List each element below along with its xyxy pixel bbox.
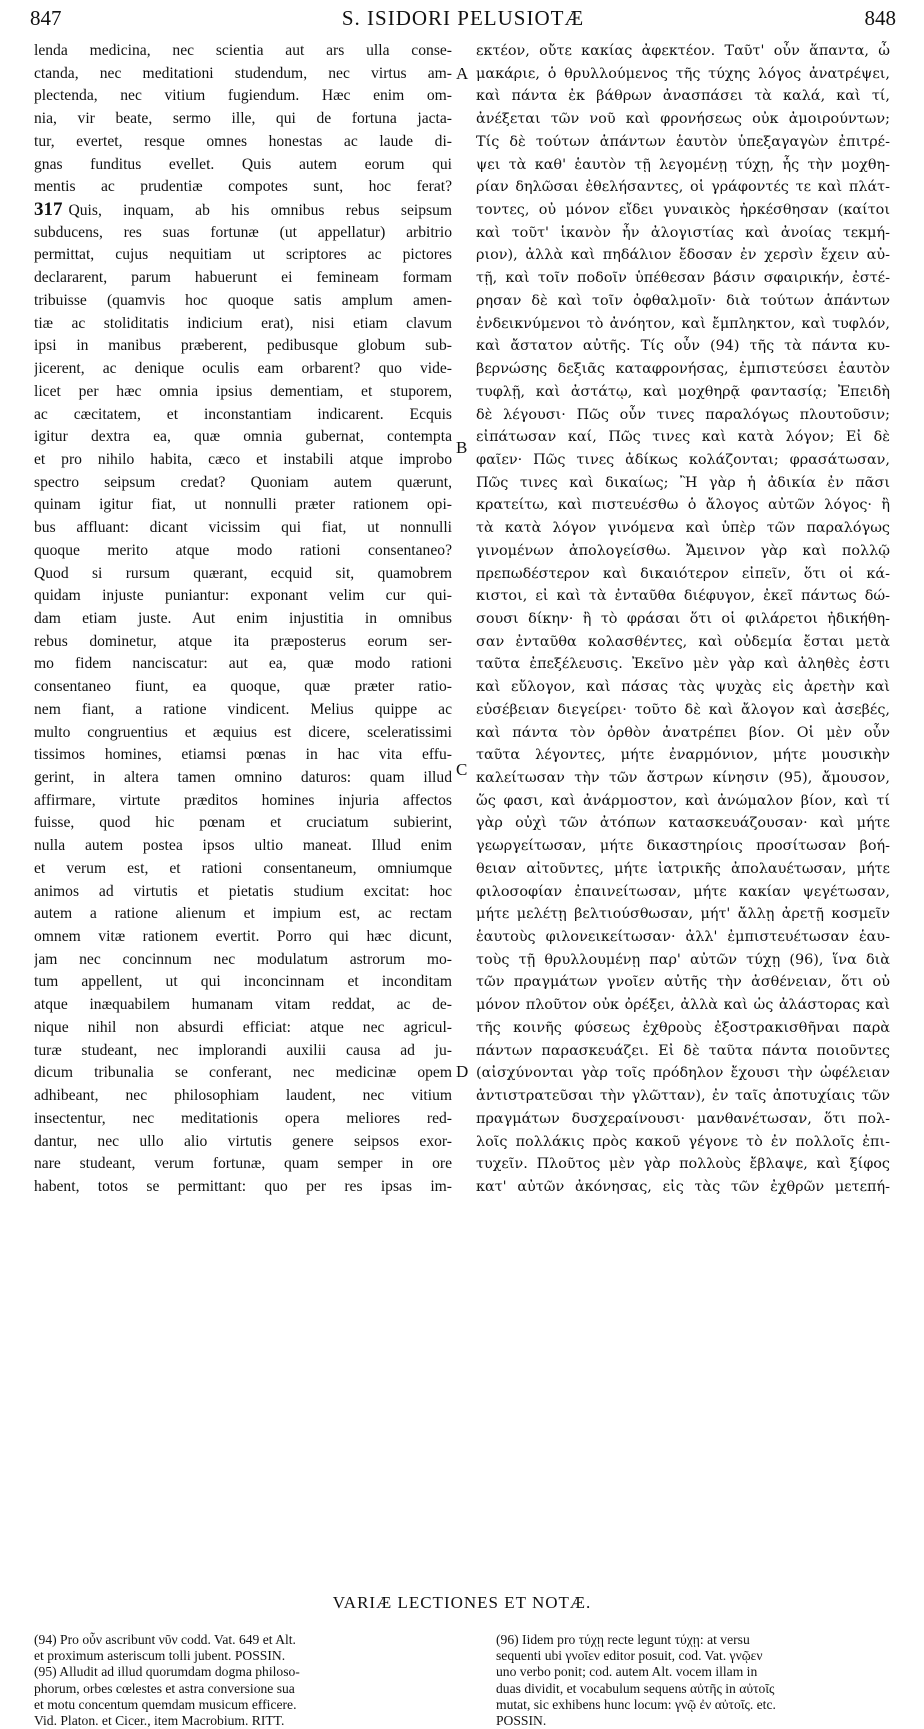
note-line: POSSIN. [496, 1712, 547, 1728]
latin-text-line: mo fidem nanciscatur: aut ea, quæ modo rationi [34, 655, 452, 673]
notes-title: VARIÆ LECTIONES ET NOTÆ. [332, 1593, 592, 1612]
latin-text-line: tum appellent, ut qui inconcinnam et inconditam [34, 973, 452, 991]
latin-text-line: omnem vitæ rationem evertit. Porro qui hæc dicunt, [34, 928, 452, 946]
greek-text-line: μακάριε, ὁ θρυλλούμενος τῆς τύχης λόγος ἀνατρέψει, [476, 65, 890, 82]
note-line: mutat, sic exhibens hunc locum: γνῷ ἐν αὐτοῖς. etc. [496, 1696, 776, 1712]
greek-text-line: ἐνδεικνύμενοι τὸ ἀνόητον, καὶ ἔμπληκτον, καὶ τυφλόν, [476, 315, 890, 332]
latin-text-line: igitur dextra ea, quæ omnia gubernat, contempta [34, 428, 452, 446]
greek-text-line: λοῖς πολλάκις πρὸς κακοῦ γέγονε τὸ ἐν πολλοῖς ἐπι- [476, 1133, 890, 1150]
greek-text-line: ταῦτα ἐπεξέλευσις. Ἐκεῖνο μὲν γὰρ καὶ ἀληθὲς ἐστι [476, 656, 890, 673]
latin-text-line: nem fiant, a ratione vindicent. Melius quippe ac [34, 700, 452, 718]
greek-text-line: ἀντιστρατεῦσαι τὴν γλῶτταν), ἐν ταῖς ἀποτυχίαις τῶν [476, 1088, 890, 1105]
greek-text-line: Πῶς τινες καὶ δικαίως; Ἢ γὰρ ἡ ἀδικία ἐν πᾶσι [476, 474, 890, 491]
latin-text-line: dantur, nec ullo alio virtutis genere seipsos exor- [34, 1132, 452, 1150]
latin-text-line: tribuisse (quamvis hoc quoque satis amplum amen- [34, 291, 452, 309]
margin-letter-a: A [456, 64, 469, 83]
note-line: (94) Pro οὖν ascribunt νῦν codd. Vat. 649 et Alt. [34, 1632, 296, 1647]
greek-text-line: μόνον πλοῦτον οὐκ ὀρέξει, ἀλλὰ καὶ ὡς ἀλάστορας καὶ [476, 997, 890, 1014]
latin-text-line: nare studeant, verum fortunæ, quam semper in ore [34, 1155, 452, 1173]
latin-text-line: insectentur, nec meditationis opera meliores red- [34, 1109, 452, 1127]
greek-text-line: πάντων παρασκευάζει. Εἰ δὲ ταῦτα πάντα ποιοῦντες [476, 1042, 890, 1059]
latin-text-line: autem a ratione alienum et impium est, ac rectam [34, 905, 452, 923]
greek-text-line: ρίαν δηλῶσαι ἐθελήσαντες, οἱ γράφοντές τε καὶ πλάτ- [476, 179, 890, 196]
latin-text-line: Quod si rursum quærant, ecquid sit, quamobrem [34, 564, 452, 582]
latin-text-line: ctanda, nec meditationi studendum, nec virtus am- [34, 64, 452, 82]
greek-text-line: γινομένων ἀπολογείσθω. Ἄμεινον γὰρ καὶ πολλῷ [476, 542, 890, 559]
greek-text-line: δὲ λέγουσι· Πῶς οὖν τινες παραλόγως πλουτοῦσιν; [476, 406, 890, 423]
greek-text-line: γὰρ οὐχὶ τῶν ἀτόπων κατασκευάζουσαν· καὶ μήτε [476, 815, 890, 832]
latin-text-line: plectenda, nec vitium fugiendum. Hæc enim om- [34, 87, 452, 105]
greek-text-line: εὐσέβειαν διεγείρει· τοῦτο δὲ καὶ ἄλογον καὶ ἀσεβές, [476, 701, 890, 718]
page-header [30, 6, 896, 40]
latin-text-line: habent, totos se permittant: quo per res ipsas im- [34, 1177, 452, 1195]
latin-text-line: et pro nihilo habita, cæco et instabili atque improbo [34, 450, 452, 468]
latin-text-line: adhibeant, nec philosophiam laudent, nec vitium [34, 1087, 452, 1105]
latin-text-line: turæ studeant, nec implorandi auxilii causa ad ju- [34, 1041, 452, 1059]
greek-text-line: καὶ ἄστατον αὐτῆς. Τίς οὖν (94) τῆς τὰ πάντα κυ- [476, 338, 890, 355]
latin-text-line: declararent, parum habuerunt ei femineam formam [34, 269, 452, 287]
latin-column [34, 40, 452, 1199]
latin-text-line: rebus dominetur, atque ita præposterus eorum ser- [34, 632, 452, 650]
latin-text-line: consentaneo fiunt, ea quoque, quæ præter ratio- [34, 678, 452, 696]
greek-text-line: κρατείτω, καὶ πιστευέσθω ὁ ἄλογος αὐτῶν λόγος· ἢ [476, 497, 890, 514]
latin-text-line: tissimos homines, etiamsi pœnas in hac vita effu- [34, 746, 452, 764]
greek-text-line: καὶ πάντα ἐκ βάθρων ἀνασπάσει τὰ καλά, καὶ τί, [476, 88, 890, 105]
margin-letter-b: B [456, 438, 468, 457]
note-line: et proximum asteriscum tolli jubent. POSSIN. [34, 1648, 286, 1664]
margin-letter-d: D [456, 1062, 469, 1081]
greek-column [476, 40, 890, 1199]
latin-text-line: multo congruentius et æquius est dicere, sceleratissimi [34, 723, 452, 741]
latin-text-line: fuisse, quod hic pœnam et cruciatum subierint, [34, 814, 452, 832]
greek-text-line: γεωργείτωσαν, μήτε δικαστηρίοις προσίτωσαν βοή- [476, 838, 890, 855]
greek-text-line: καὶ εὔλογον, καὶ πάσας τὰς ψυχὰς εἰς ἀρετὴν καὶ [476, 679, 890, 696]
greek-text-line: σουσι δίκην· ἢ τὸ φράσαι ὅτι οἱ φιλάρετοι ἠδικήθη- [476, 610, 890, 627]
latin-text-line: spectro seipsum credat? Quoniam autem quærunt, [34, 473, 452, 491]
latin-text-line: dam etiam juste. Aut enim injustitia in omnibus [34, 609, 452, 627]
latin-text-line: permittat, cujus nequitiam ut scriptores ac pictores [34, 246, 452, 264]
greek-text-line: μήτε μελέτῃ βελτιούσθωσαν, μήτ' ἄλλῃ ἀρετῇ κοσμεῖν [476, 906, 890, 923]
greek-text-line: ριον), ἀλλὰ καὶ πηδάλιον ἔδοσαν ἐν χερσὶν ἔχειν αὐ- [476, 247, 890, 264]
latin-text-line: nia, vir beate, sermo ille, qui de fortuna jacta- [34, 110, 452, 128]
greek-text-line: φαῖεν· Πῶς τινες ἀδίκως κολάζονται; φρασάτωσαν, [476, 451, 890, 468]
latin-text-line: dicum tribunalia se conferant, nec medicinæ opem [34, 1064, 452, 1082]
latin-text-line: quinam igitur fiat, ut nonnulli præter rationem opi- [34, 496, 452, 514]
latin-text-line: mentis ac prudentiæ compotes sunt, hoc ferat? [34, 178, 452, 196]
greek-text-line: ψει τὰ καθ' ἑαυτὸν τῇ λεγομένῃ τύχῃ, ἧς τὴν μοχθη- [476, 156, 890, 173]
latin-text-line: atque inæquabilem humanam vitam reddat, ac de- [34, 996, 452, 1014]
note-line: et motu concentum quemdam musicum efficere. [34, 1696, 297, 1712]
latin-text-line: lenda medicina, nec scientia aut ars ulla conse- [34, 42, 452, 59]
greek-text-line: τοντες, οὐ μόνον εἴδει γυναικὸς ἠρκέσθησαν (καίτοι [476, 202, 890, 219]
note-line: sequenti ubi γνοῖεν editor posuit, cod. Vat. γνῷεν [496, 1648, 763, 1664]
latin-text-line: licet per hæc omnia ipsius dementiam, et stuporem, [34, 382, 452, 400]
greek-text-line: θειαν αἰτοῦντες, μήτε ἰατρικῆς ἀπολαυέτωσαν, μήτε [476, 860, 890, 877]
greek-text-line: ὥς φασι, καὶ ἀνάρμοστον, καὶ ἀνώμαλον βίον, καὶ τί [476, 792, 890, 809]
greek-text-line: τοὺς τῇ θρυλλουμένῃ παρ' αὐτῶν τύχῃ (96), ἵνα διὰ [476, 951, 890, 968]
greek-text-line: πραγμάτων δυσχεραίνουσι· μανθανέτωσαν, ὅτι πολ- [476, 1110, 890, 1127]
latin-text-line: quidam injuste puniantur: exponant velim cur qui- [34, 587, 452, 605]
greek-text-line: τυφλῇ, καὶ ἀστάτῳ, καὶ μοχθηρᾷ φαντασίᾳ; Ἐπειδὴ [476, 383, 890, 400]
greek-text-line: τῇ, καὶ τοῖν ποδοῖν ὑπέθεσαν βάσιν σφαιρικήν, ἐστέ- [476, 270, 890, 287]
greek-text-line: κατ' αὐτῶν ἀκόνησας, εἰς τὰς τῶν ἐχθρῶν μετεπή- [476, 1178, 890, 1195]
greek-text-line: τὰ κατὰ λόγον γινόμενα καὶ ὑπὲρ τῶν παραλόγως [476, 520, 890, 537]
greek-text-line: εἰπάτωσαν καί, Πῶς τινες καὶ κατὰ λόγον; Εἰ δὲ [476, 429, 890, 446]
note-line: (96) Iidem pro τύχῃ recte legunt τύχῃ: at versu [496, 1632, 750, 1647]
greek-text-line: ρησαν δὲ καὶ τοῖν ὀφθαλμοῖν· διὰ τούτων ἁπάντων [476, 292, 890, 309]
running-title: S. ISIDORI PELUSIOTÆ [341, 6, 585, 30]
greek-text-line: τῶν πραγμάτων γνοῖεν αὐτῆς τὴν ἀσθένειαν, ὅτι οὐ [476, 974, 890, 991]
note-line: (95) Alludit ad illud quorumdam dogma philoso- [34, 1664, 300, 1680]
greek-text-line: εκτέον, οὔτε κακίας ἀφεκτέον. Ταῦτ' οὖν ἅπαντα, ὦ [476, 43, 890, 59]
greek-text-line: πρεπωδέστερον καὶ δικαιότερον εἰπεῖν, ὅτι οἱ κά- [476, 565, 890, 582]
notes-right-column [496, 1632, 896, 1729]
greek-text-line: τυχεῖν. Πλοῦτος μὲν γὰρ πολλοὺς ἔβλαψε, καὶ ξίφος [476, 1156, 890, 1173]
latin-text-line: tur, evertet, resque omnes honestas ac laude di- [34, 132, 452, 150]
note-line: duas dividit, et vocabulum sequens αὐτῆς in αὐτοῖς [496, 1680, 775, 1696]
greek-text-line: ταῦτα λέγοντες, μήτε ἐναρμόνιον, μήτε μουσικὴν [476, 747, 890, 764]
latin-text-line: nique nihil non absurdi efficiat: atque nec agricul- [34, 1018, 452, 1036]
latin-text-line: subducens, res suas fortunæ (ut appellatur) arbitrio [34, 223, 452, 241]
note-line: uno verbo ponit; cod. autem Alt. vocem illam in [496, 1664, 758, 1680]
greek-text-line: καὶ τοῦτ' ἱκανὸν ἦν ἀλογιστίας καὶ ἀνοίας τεκμή- [476, 224, 890, 241]
greek-text-line: φιλοσοφίαν ἐπαινείτωσαν, μήτε κακίαν ψεγέτωσαν, [476, 883, 890, 900]
latin-text-line: quoque merito atque modo rationi consentaneo? [34, 541, 452, 559]
margin-letter-c: C [456, 760, 468, 779]
latin-text-line: bus affluant: dicant vicissim qui fiat, ut nonnulli [34, 519, 452, 537]
latin-text-line: et verum est, et rationi consentaneum, omniumque [34, 859, 452, 877]
greek-text-line: Τίς δὲ τούτων ἁπάντων ἑαυτὸν ὑπεξαγαγὼν ἐπιτρέ- [476, 133, 890, 150]
page-number-right: 848 [864, 6, 896, 30]
latin-text-line: animos ad virtutis et pietatis studium excitat: hoc [34, 882, 452, 900]
notes-left-column [34, 1632, 459, 1729]
column-marker-317: 317 [34, 199, 63, 221]
greek-text-line: ἀνέξεται τῶν νοῦ καὶ φρονήσεως οὐκ ἀμοιρούντων; [476, 111, 890, 128]
note-line: phorum, orbes cœlestes et astra conversione sua [34, 1680, 295, 1696]
page-number-left: 847 [30, 6, 62, 30]
greek-text-line: τῆς κοινῆς φύσεως ἐχθροὺς ἐξοστρακισθῆναι παρὰ [476, 1019, 890, 1036]
greek-text-line: καλείτωσαν τὴν τῶν ἄστρων κίνησιν (95), ἄμουσον, [476, 770, 890, 786]
greek-text-line: (αἰσχύνονται γὰρ τοῖς πρόδηλον ἔχουσι τὴν ὠφέλειαν [476, 1065, 890, 1082]
line-text: Quis, inquam, ab his omnibus rebus seipsum [68, 202, 452, 220]
latin-text-line: jam nec concinnum nec modulatum astrorum mo- [34, 950, 452, 968]
greek-text-line: ἑαυτοὺς φιλονεικείτωσαν· ἀλλ' ἐμπιστευέτωσαν ἑαυ- [476, 929, 890, 946]
greek-text-line: σαν ἐνταῦθα κολασθέντες, καὶ οὐδεμία ἔσται μετὰ [476, 633, 890, 650]
latin-text-line: gerint, in altera tamen omnino daturos: quam illud [34, 769, 452, 786]
latin-text-line: ac cæcitatem, et inconstantiam indicarent. Ecquis [34, 405, 452, 423]
latin-text-line: gnas funditus evellet. Quis autem eorum qui [34, 155, 452, 173]
latin-text-line: tiæ ac stoliditatis indicium erat), nisi etiam clavum [34, 314, 452, 332]
note-line: Vid. Platon. et Cicer., item Macrobium. RITT. [34, 1712, 285, 1728]
latin-text-line: jicerent, ac denique oculis eam orbarent? quo vide- [34, 360, 452, 378]
greek-text-line: καὶ πάντα τὸν ὀρθὸν ἀνατρέπει βίον. Οἱ μὲν οὖν [476, 724, 890, 741]
greek-text-line: βερνώσης δεξιᾶς καταφρονήσας, ἐμπιστεύσει ἑαυτὸν [476, 361, 890, 378]
latin-text-line: nulla autem postea ipsos ultio maneat. Illud enim [34, 837, 452, 855]
latin-text-line: ipsi in manibus præberent, pedibusque globum sub- [34, 337, 452, 355]
greek-text-line: κιστοι, εἰ καὶ τὰ ἐνταῦθα διέφυγον, ἐκεῖ πάντως δώ- [476, 588, 890, 605]
latin-text-line: affirmare, virtute præditos homines injuria affectos [34, 791, 452, 809]
latin-text-line [34, 199, 452, 222]
